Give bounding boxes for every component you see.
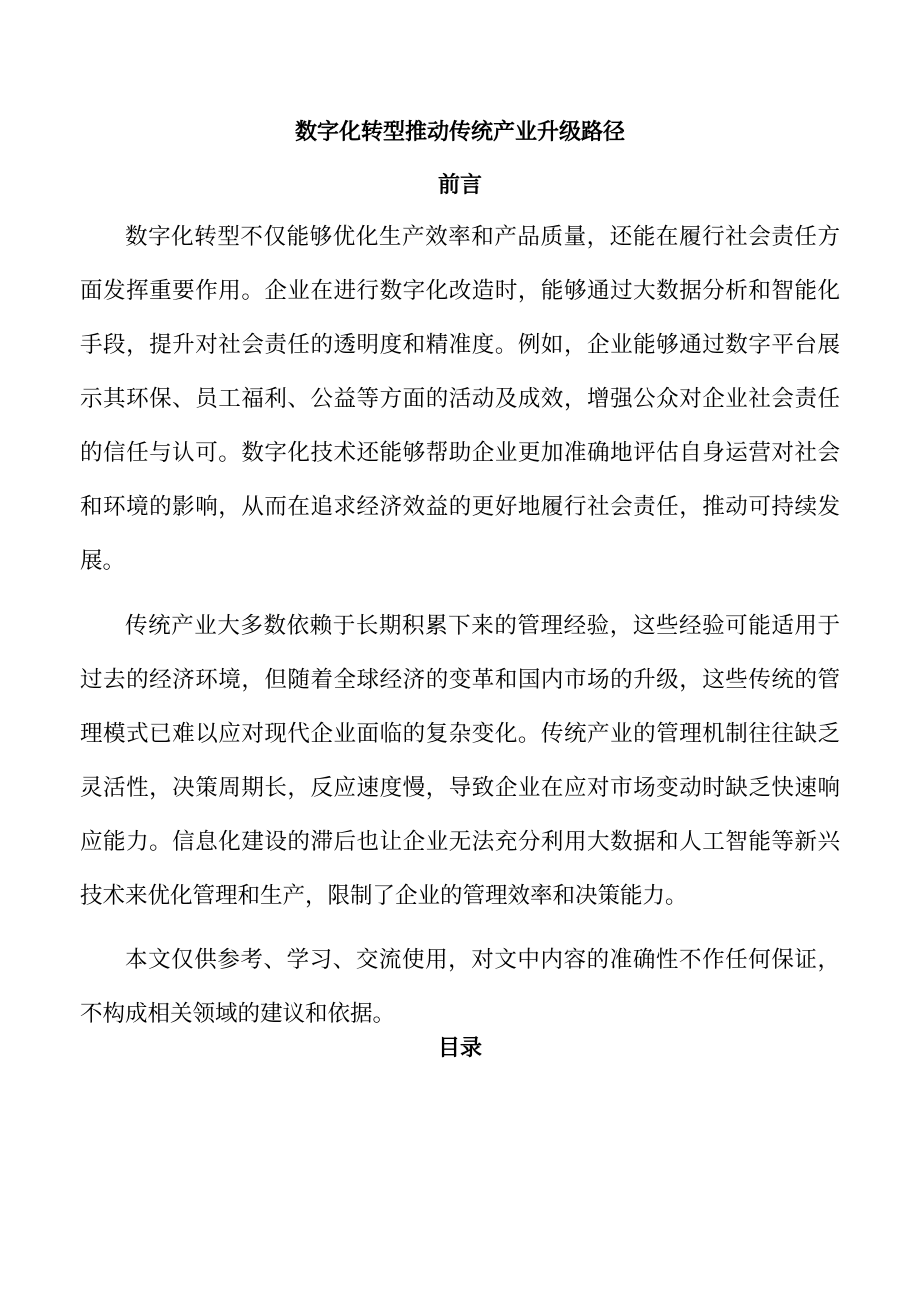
preface-paragraph-1: 数字化转型不仅能够优化生产效率和产品质量，还能在履行社会责任方面发挥重要作用。企业在进行数字化改造时，能够通过大数据分析和智能化手段，提升对社会责任的透明度和精准度。例如，企业能够通过数字平台展示其环保、员工福利、公益等方面的活动及成效，增强公众对企业社会责任的信任与认可。数字化技术还能够帮助企业更加准确地评估自身运营对社会和环境的影响，从而在追求经济效益的更好地履行社会责任，推动可持续发展。 bbox=[80, 224, 840, 574]
preface-paragraph-3: 本文仅供参考、学习、交流使用，对文中内容的准确性不作任何保证，不构成相关领域的建议和依据。 bbox=[80, 947, 840, 1027]
preface-heading: 前言 bbox=[437, 172, 482, 198]
document-title: 数字化转型推动传统产业升级路径 bbox=[294, 119, 625, 145]
toc-heading: 目录 bbox=[437, 1035, 482, 1061]
preface-paragraph-2: 传统产业大多数依赖于长期积累下来的管理经验，这些经验可能适用于过去的经济环境，但随着全球经济的变革和国内市场的升级，这些传统的管理模式已难以应对现代企业面临的复杂变化。传统产业的管理机制往往缺乏灵活性，决策周期长，反应速度慢，导致企业在应对市场变动时缺乏快速响应能力。信息化建设的滞后也让企业无法充分利用大数据和人工智能等新兴技术来优化管理和生产，限制了企业的管理效率和决策能力。 bbox=[80, 613, 840, 909]
